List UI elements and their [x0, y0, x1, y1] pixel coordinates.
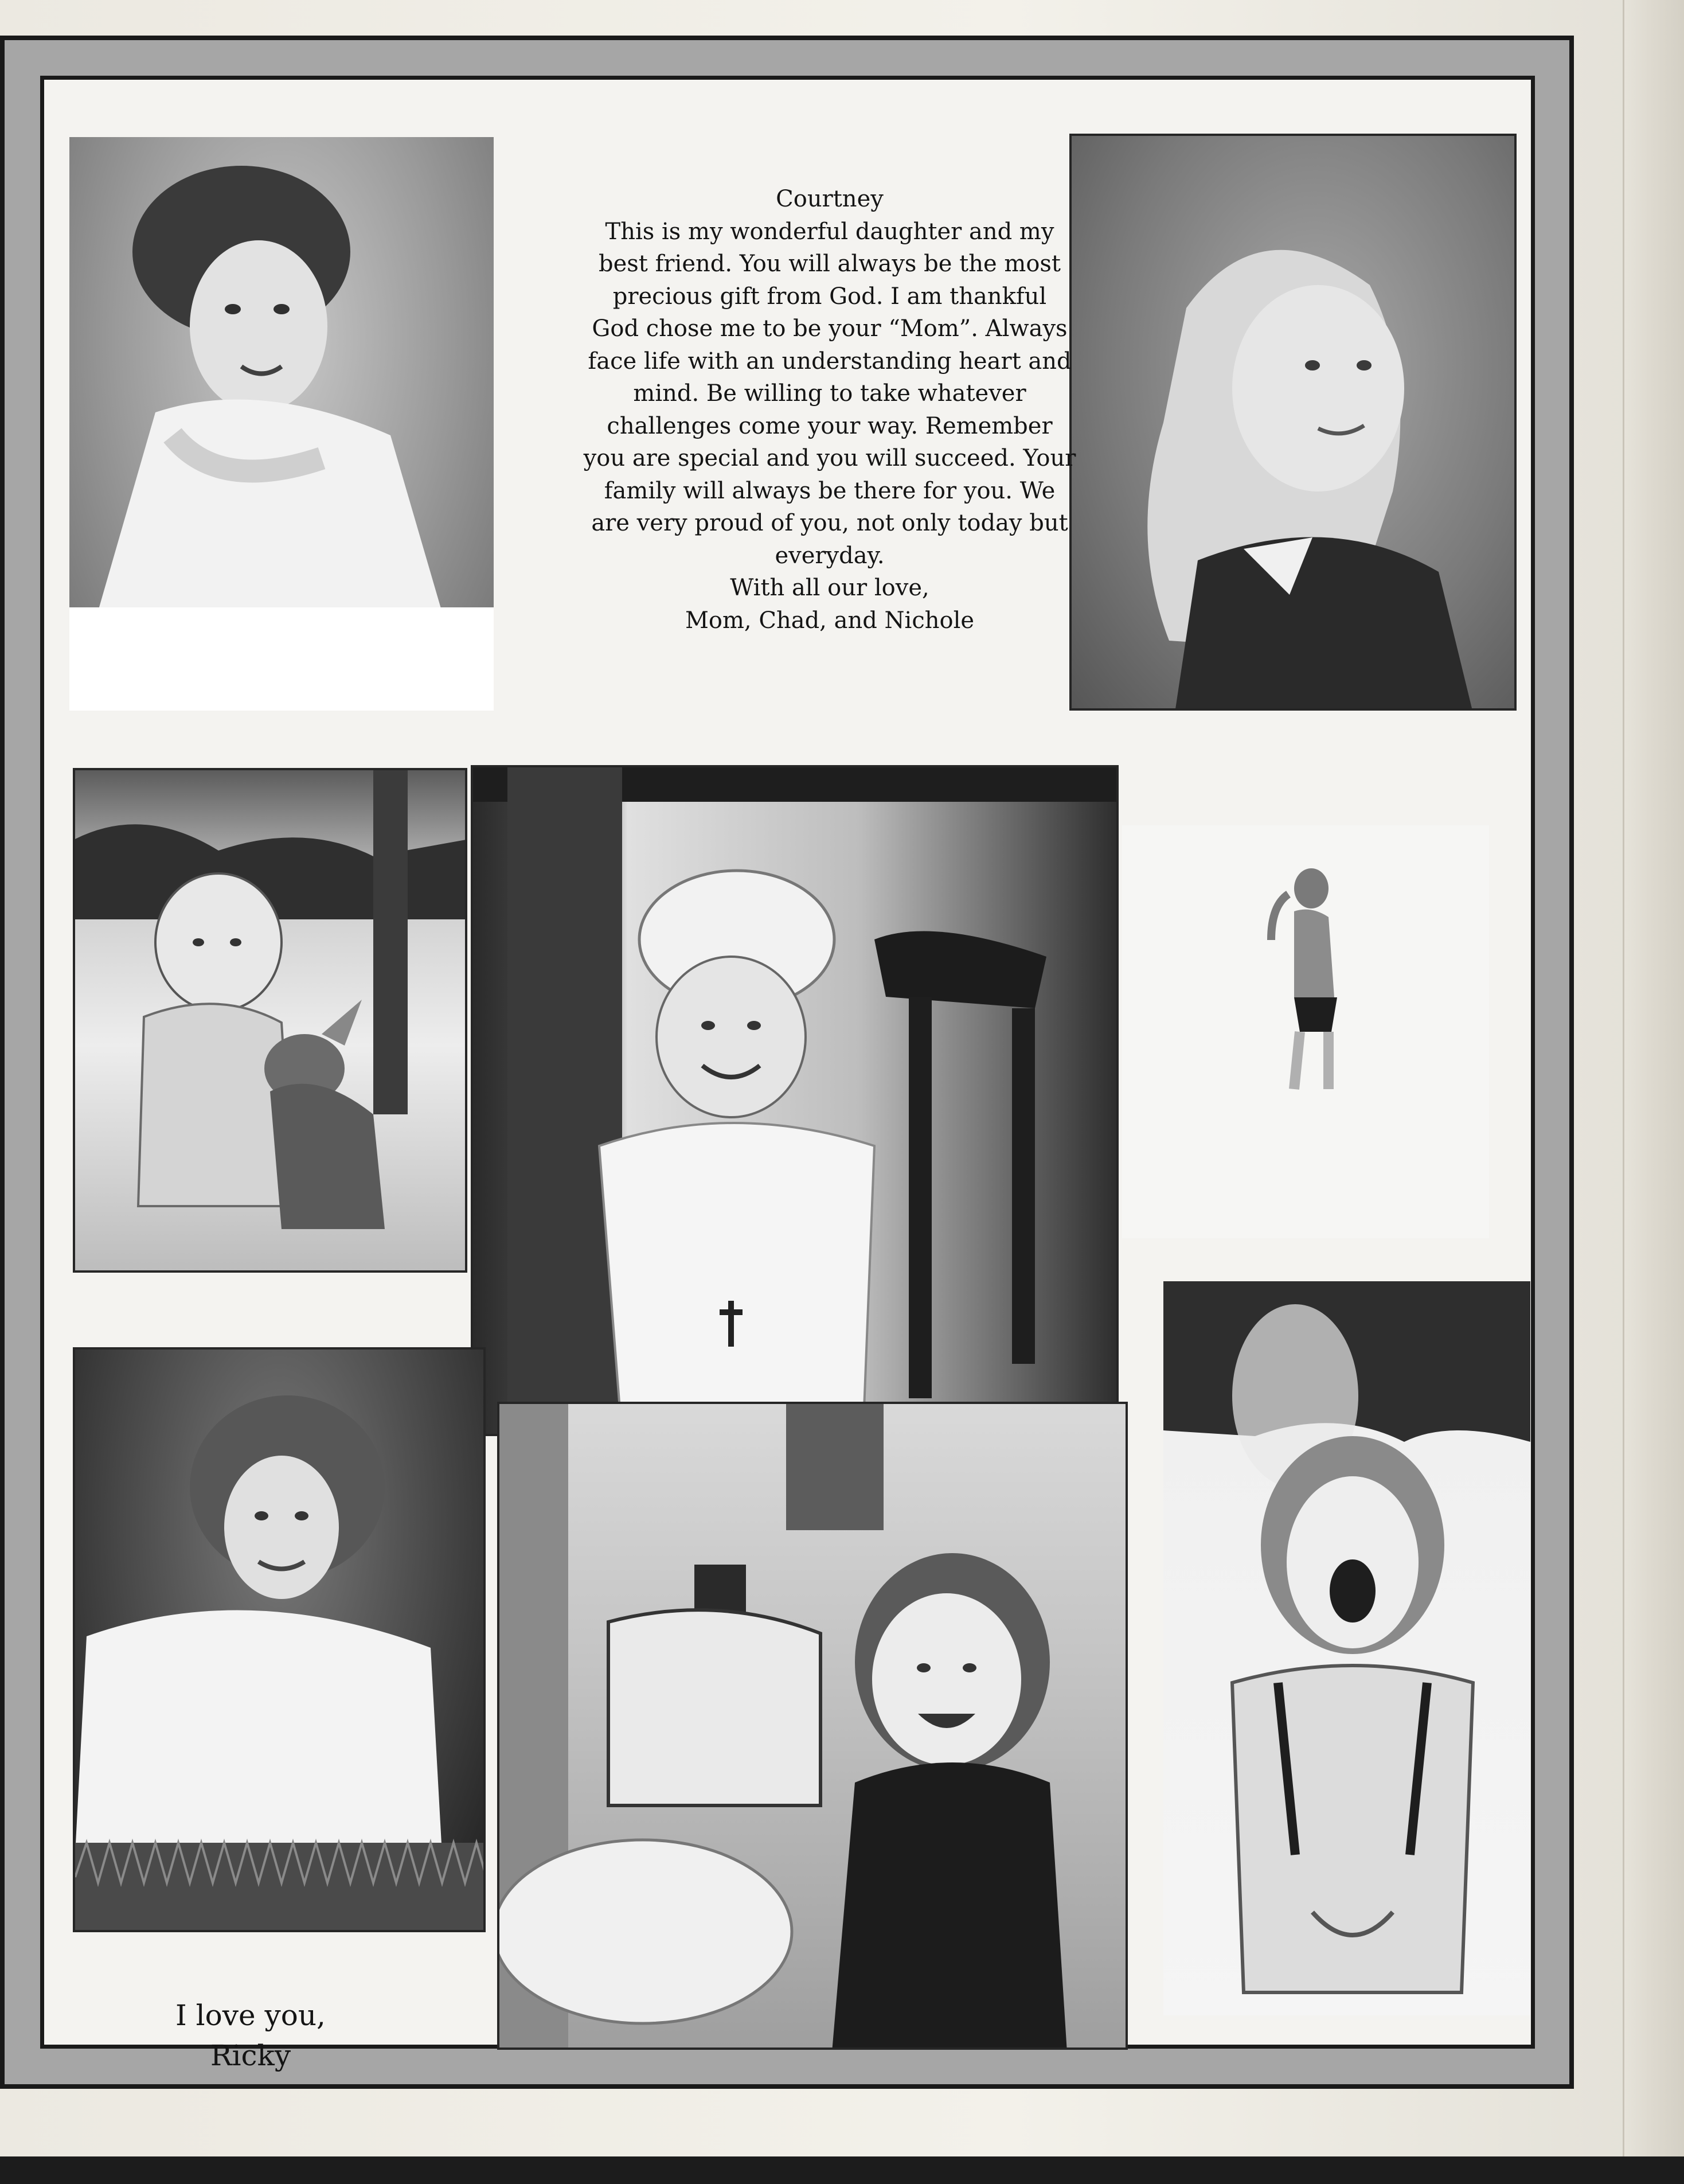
caption-line: God chose me to be your “Mom”. Always	[592, 315, 1068, 342]
pool-girl-graphic	[1122, 825, 1489, 1238]
scan-bottom-edge	[0, 2156, 1684, 2184]
caption-line: This is my wonderful daughter and my	[605, 218, 1054, 245]
caption-signers: Mom, Chad, and Nichole	[685, 607, 975, 634]
photo-baby-with-toy	[73, 768, 467, 1273]
photo-child-in-chef-hat	[471, 765, 1119, 1436]
photo-woman-in-grass	[73, 1347, 486, 1932]
caption-line: best friend. You will always be the most	[599, 251, 1061, 277]
caption-closing: With all our love,	[730, 575, 929, 601]
caption-line: face life with an understanding heart and	[588, 348, 1072, 375]
decorative-border	[0, 36, 1574, 2089]
photo-girl-in-swimsuit	[1163, 1281, 1530, 2015]
dedication-caption	[537, 183, 1122, 637]
swimsuit-girl-graphic	[1163, 1281, 1530, 2015]
woman-figure-graphic	[75, 1350, 486, 1932]
caption-line: family will always be there for you. We	[604, 477, 1056, 504]
caption-line: challenges come your way. Remember	[607, 412, 1053, 439]
caption-line: precious gift from God. I am thankful	[612, 283, 1047, 310]
photo-girl-at-pool	[1122, 825, 1489, 1238]
signoff-note	[130, 1995, 371, 2076]
caption-name: Courtney	[776, 186, 884, 212]
photo-teen-portrait	[69, 137, 494, 711]
photo-toddler-portrait	[1069, 134, 1517, 711]
teen-figure-graphic	[69, 137, 494, 711]
photo-child-in-kitchen	[497, 1402, 1128, 2050]
toddler-figure-graphic	[1072, 136, 1517, 711]
caption-line: you are special and you will succeed. Your	[583, 445, 1076, 471]
caption-line: mind. Be willing to take whatever	[633, 380, 1026, 407]
signoff-name: Ricky	[210, 2039, 291, 2072]
caption-line: are very proud of you, not only today but	[591, 510, 1068, 536]
caption-line: everyday.	[775, 542, 885, 569]
chef-child-graphic	[473, 767, 1119, 1436]
content-area	[40, 76, 1535, 2072]
signoff-line: I love you,	[175, 1999, 326, 2032]
baby-figure-graphic	[75, 770, 467, 1273]
page-edge	[1623, 0, 1684, 2184]
kitchen-child-graphic	[499, 1404, 1128, 2050]
